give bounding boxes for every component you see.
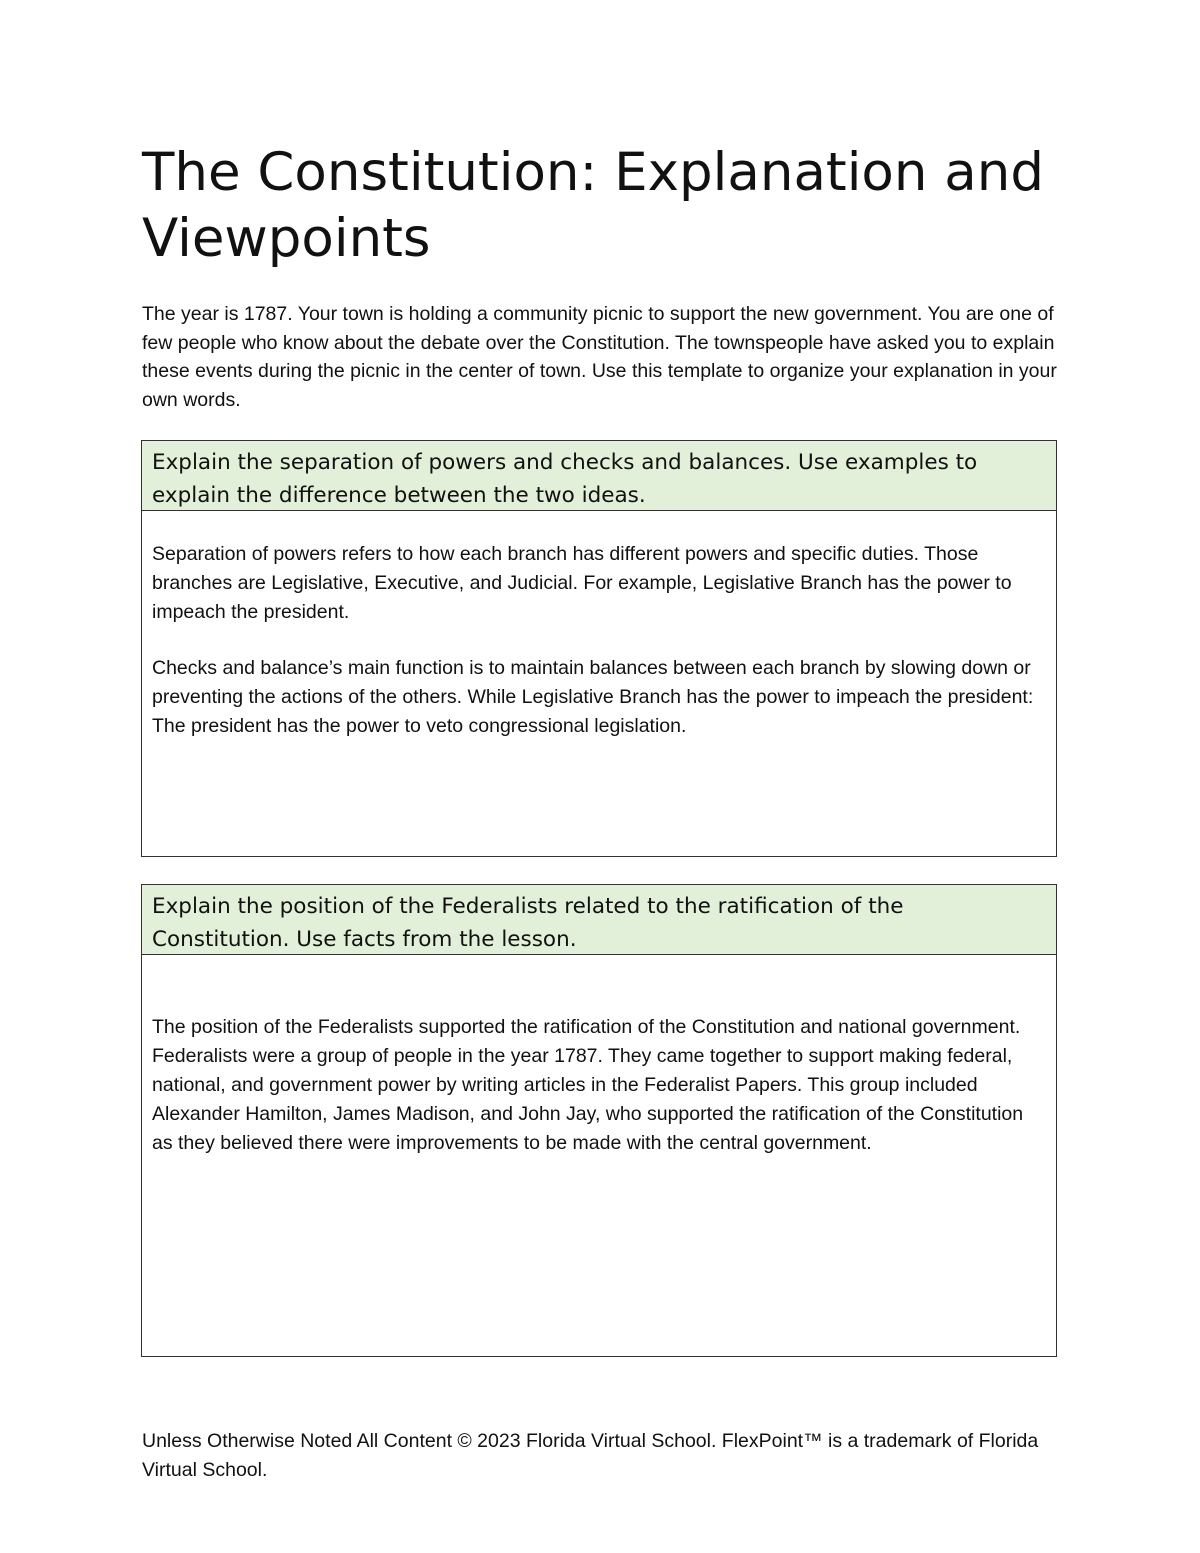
answer-paragraph: Checks and balance’s main function is to maintain balances between each branch by slowing down or preventing the actions of the others. While Legislative Branch has the power to impeach the president: The president has the power to veto congressional legislation. <box>152 657 1034 737</box>
answer-cell[interactable] <box>142 955 1056 1158</box>
federalists-position-table <box>141 884 1057 1357</box>
answer-paragraph: The position of the Federalists supported the ratification of the Constitution and national government. Federalists were a group of people in the year 1787. They came together to support making federal, national, and government power by writing articles in the Federalist Papers. This group included Alexander Hamilton, James Madison, and John Jay, who supported the ratification of the Constitution as they believed there were improvements to be made with the central government. <box>152 1016 1024 1154</box>
copyright-footer: Unless Otherwise Noted All Content © 2023 Florida Virtual School. FlexPoint™ is a trademark of Florida Virtual School. <box>142 1430 1039 1481</box>
separation-of-powers-table <box>141 440 1057 857</box>
answer-paragraph: Separation of powers refers to how each branch has different powers and specific duties. Those branches are Legislative, Executive, and Judicial. For example, Legislative Branch has the power to impeach the president. <box>152 543 1012 623</box>
prompt-header: Explain the separation of powers and checks and balances. Use examples to explain the difference between the two ideas. <box>142 441 1056 511</box>
page-title: The Constitution: Explanation and Viewpoints <box>142 142 1045 269</box>
intro-paragraph: The year is 1787. Your town is holding a community picnic to support the new government. You are one of few people who know about the debate over the Constitution. The townspeople have asked you to explain these events during the picnic in the center of town. Use this template to organize your explanation in your own words. <box>142 303 1057 411</box>
answer-cell[interactable] <box>142 511 1056 741</box>
prompt-header: Explain the position of the Federalists related to the ratification of the Constitution. Use facts from the lesson. <box>142 885 1056 955</box>
